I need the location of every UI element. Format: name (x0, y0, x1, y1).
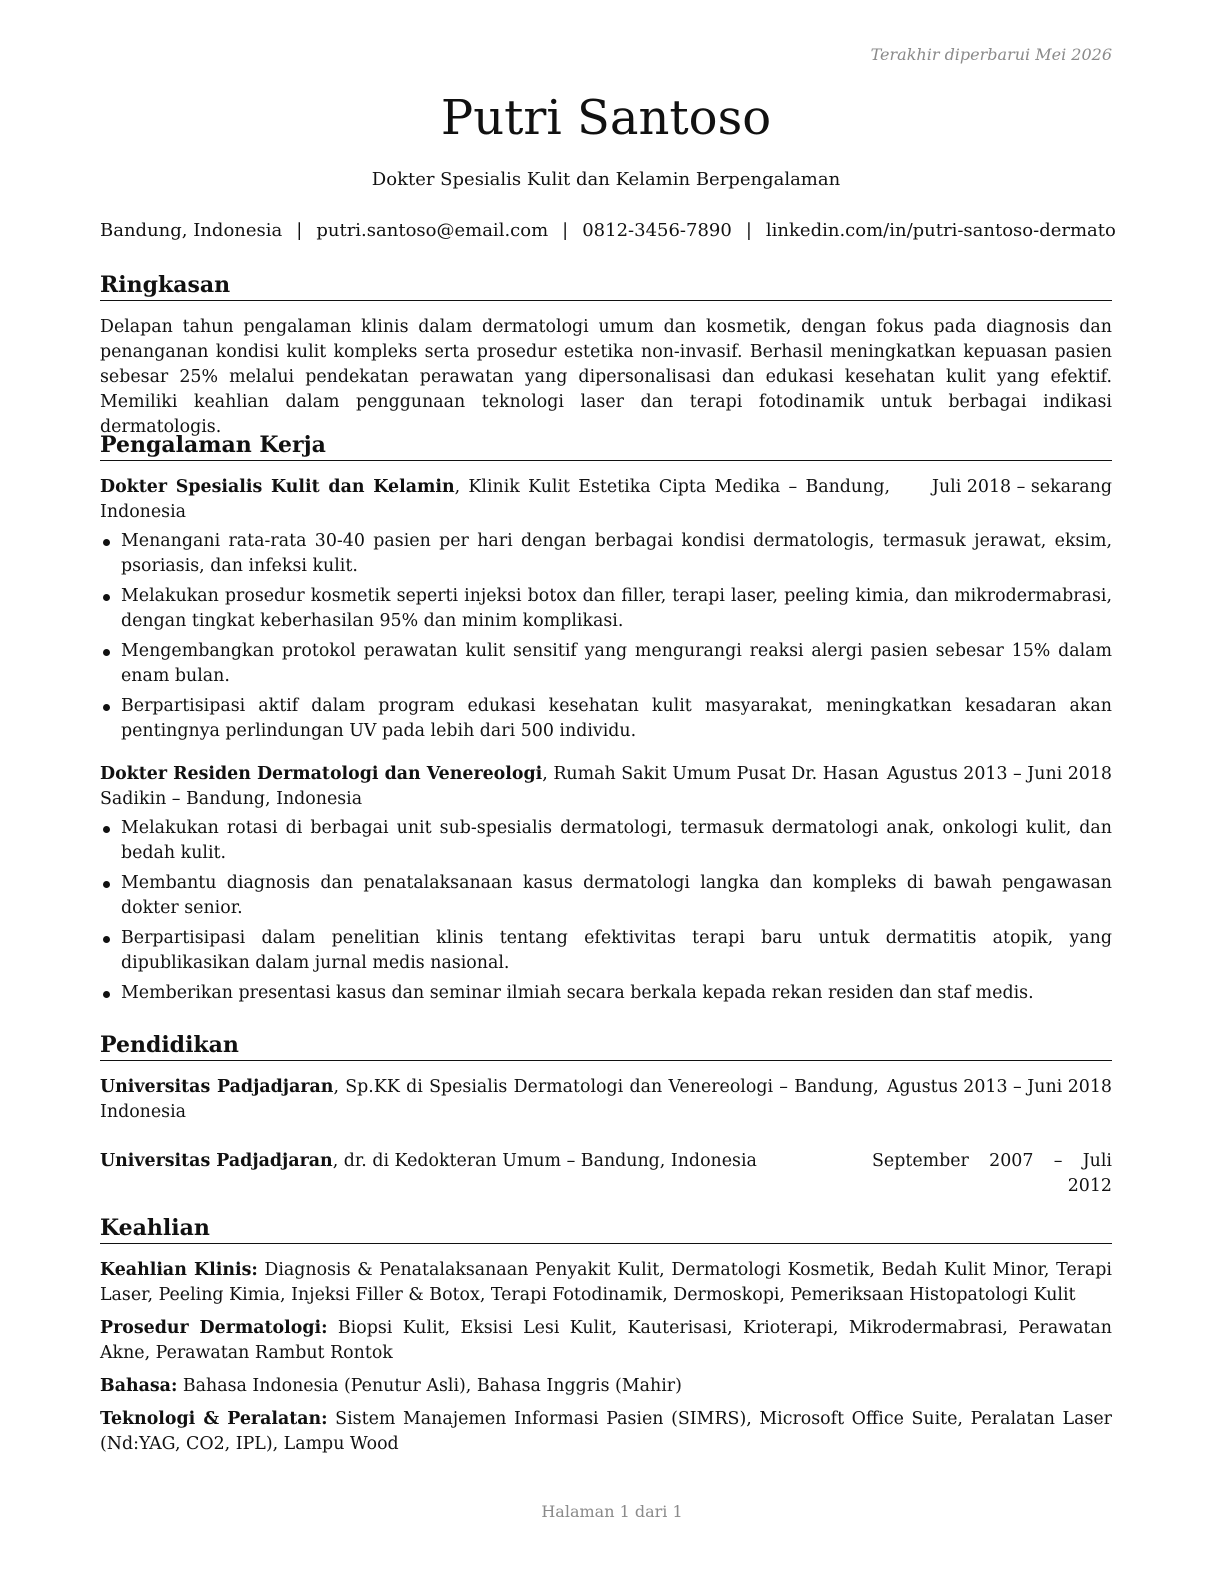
job-organization: , Rumah Sakit Umum Pusat Dr. Hasan Sadikin – Bandung, Indonesia (100, 764, 879, 809)
last-updated-note: Terakhir diperbarui Mei 2026 (870, 45, 1112, 64)
job-bullet: Memberikan presentasi kasus dan seminar ilmiah secara berkala kepada rekan residen dan staf medis. (100, 981, 1112, 1006)
job-organization: , Klinik Kulit Estetika Cipta Medika – Bandung, Indonesia (100, 477, 890, 522)
skill-text: Sistem Manajemen Informasi Pasien (SIMRS), Microsoft Office Suite, Peralatan Laser (Nd:YAG, CO2, IPL), Lampu Wood (100, 1409, 1112, 1454)
skill-label: Prosedur Dermatologi: (100, 1318, 328, 1338)
skills-section (100, 1213, 1112, 1465)
skill-text: Bahasa Indonesia (Penutur Asli), Bahasa Inggris (Mahir) (177, 1376, 682, 1396)
contact-phone[interactable]: 0812-3456-7890 (582, 220, 732, 241)
job-bullet: Berpartisipasi aktif dalam program edukasi kesehatan kulit masyarakat, meningkatkan kesadaran akan pentingnya perlindungan UV pada lebih dari 500 individu. (100, 694, 1112, 744)
experience-section (100, 430, 1112, 1011)
education-detail: , Sp.KK di Spesialis Dermatologi dan Venereologi – Bandung, Indonesia (100, 1077, 879, 1122)
skill-label: Keahlian Klinis: (100, 1260, 258, 1280)
skill-group (100, 1316, 1112, 1366)
job-bullet: Melakukan rotasi di berbagai unit sub-spesialis dermatologi, termasuk dermatologi anak, onkologi kulit, dan bedah kulit. (100, 816, 1112, 866)
skill-group (100, 1374, 1112, 1399)
job-bullet: Membantu diagnosis dan penatalaksanaan kasus dermatologi langka dan kompleks di bawah pengawasan dokter senior. (100, 871, 1112, 921)
skills-list (100, 1258, 1112, 1457)
section-heading-summary: Ringkasan (100, 270, 1112, 301)
job-dates: Juli 2018 – sekarang (932, 477, 1112, 497)
education-detail: , dr. di Kedokteran Umum – Bandung, Indonesia (332, 1151, 757, 1171)
job-role: Dokter Residen Dermatologi dan Venereologi (100, 764, 543, 784)
skill-group (100, 1407, 1112, 1457)
education-school: Universitas Padjadjaran (100, 1151, 333, 1171)
candidate-tagline: Dokter Spesialis Kulit dan Kelamin Berpengalaman (371, 169, 841, 190)
education-dates: September 2007 – Juli 2012 (872, 1151, 1112, 1196)
contact-separator: | (562, 220, 569, 241)
skill-text: Biopsi Kulit, Eksisi Lesi Kulit, Kauterisasi, Krioterapi, Mikrodermabrasi, Perawatan Akne, Perawatan Rambut Rontok (100, 1318, 1112, 1363)
job-dates: Agustus 2013 – Juni 2018 (886, 764, 1112, 784)
job-bullet: Berpartisipasi dalam penelitian klinis tentang efektivitas terapi baru untuk dermatitis atopik, yang dipublikasikan dalam jurnal medis nasional. (100, 926, 1112, 976)
contact-linkedin[interactable]: linkedin.com/in/putri-santoso-dermato (765, 220, 1116, 241)
job-entry (100, 762, 1112, 1006)
section-heading-skills: Keahlian (100, 1213, 1112, 1244)
summary-section (100, 270, 1112, 440)
education-entry (100, 1149, 1112, 1199)
skill-label: Teknologi & Peralatan: (100, 1409, 328, 1429)
contact-separator: | (296, 220, 303, 241)
contact-location: Bandung, Indonesia (100, 220, 283, 241)
job-header (100, 762, 1112, 812)
job-role: Dokter Spesialis Kulit dan Kelamin (100, 477, 455, 497)
job-entry (100, 475, 1112, 744)
summary-text: Delapan tahun pengalaman klinis dalam dermatologi umum dan kosmetik, dengan fokus pada diagnosis dan penanganan kondisi kulit kompleks serta prosedur estetika non-invasif. Berhasil meningkatkan kepuasan pasien sebesar 25% melalui pendekatan perawatan yang dipersonalisasi dan edukasi kesehatan kulit yang efektif. Memiliki keahlian dalam penggunaan teknologi laser dan terapi fotodinamik untuk berbagai indikasi dermatologis. (100, 317, 1112, 437)
education-dates: Agustus 2013 – Juni 2018 (886, 1077, 1112, 1097)
job-header (100, 475, 1112, 525)
education-school: Universitas Padjadjaran (100, 1077, 334, 1097)
education-entry (100, 1075, 1112, 1125)
education-section (100, 1030, 1112, 1199)
job-bullet: Menangani rata-rata 30-40 pasien per hari dengan berbagai kondisi dermatologis, termasuk jerawat, eksim, psoriasis, dan infeksi kulit. (100, 529, 1112, 579)
contact-separator: | (745, 220, 752, 241)
skill-label: Bahasa: (100, 1376, 178, 1396)
job-bullet: Mengembangkan protokol perawatan kulit sensitif yang mengurangi reaksi alergi pasien sebesar 15% dalam enam bulan. (100, 639, 1112, 689)
section-heading-education: Pendidikan (100, 1030, 1112, 1061)
education-line (100, 1075, 879, 1125)
page-number-footer: Halaman 1 dari 1 (541, 1502, 683, 1521)
job-bullet: Melakukan prosedur kosmetik seperti injeksi botox dan filler, terapi laser, peeling kimia, dan mikrodermabrasi, dengan tingkat keberhasilan 95% dan minim komplikasi. (100, 584, 1112, 634)
education-line (100, 1149, 860, 1174)
contact-line (100, 219, 1116, 243)
section-heading-experience: Pengalaman Kerja (100, 430, 1112, 461)
job-title-line (100, 475, 890, 525)
job-bullets (100, 816, 1112, 1006)
job-title-line (100, 762, 879, 812)
candidate-name: Putri Santoso (440, 90, 772, 146)
skill-text: Diagnosis & Penatalaksanaan Penyakit Kulit, Dermatologi Kosmetik, Bedah Kulit Minor, Terapi Laser, Peeling Kimia, Injeksi Filler & Botox, Terapi Fotodinamik, Dermoskopi, Pemeriksaan Histopatologi Kulit (100, 1260, 1112, 1305)
skill-group (100, 1258, 1112, 1308)
job-bullets (100, 529, 1112, 744)
contact-email[interactable]: putri.santoso@email.com (316, 220, 549, 241)
